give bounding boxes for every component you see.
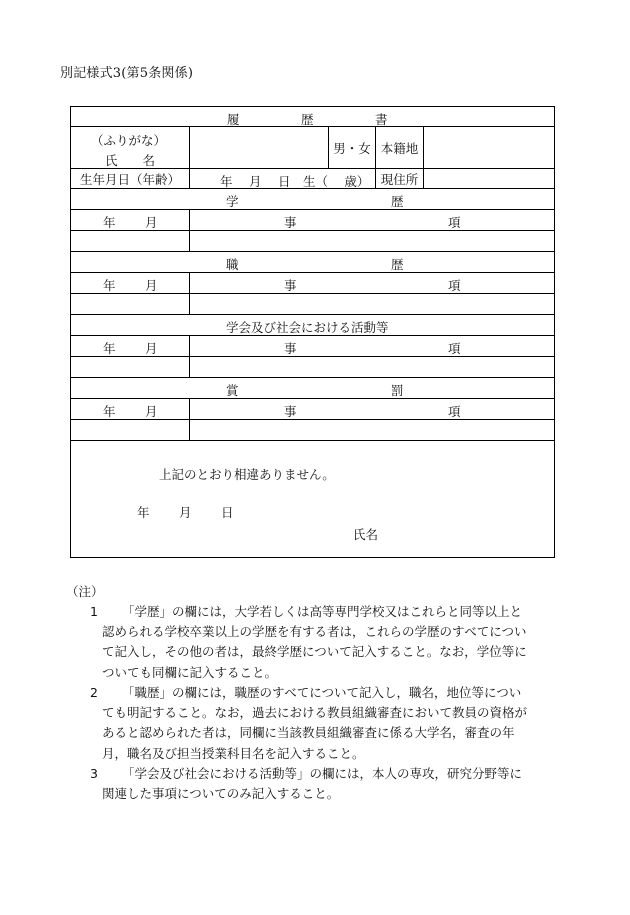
entry-event-cell[interactable] (189, 357, 556, 377)
column-header-row (71, 273, 554, 294)
address-input-cell[interactable] (423, 169, 556, 188)
note-text: 「学会及び社会における活動等」の欄には，本人の専攻，研究分野等に関連した事項についてのみ記入すること。 (102, 766, 523, 802)
honseki-input-cell[interactable] (423, 127, 556, 168)
heading-left: 職 (226, 257, 239, 272)
address-label: 現住所 (380, 171, 419, 187)
heading-left: 学 (226, 194, 239, 209)
col-event-left: 事 (284, 215, 297, 230)
birth-value: 年 月 日 生（ 歳） (220, 174, 370, 189)
col-event-cell (189, 336, 556, 356)
col-event-right: 項 (448, 341, 461, 356)
note-number: 1 (90, 604, 98, 619)
col-month: 月 (145, 215, 158, 230)
title-char-2: 歴 (301, 112, 314, 127)
heading-right: 罰 (391, 383, 404, 398)
birth-value-cell[interactable] (189, 169, 375, 188)
section-heading-awards (71, 378, 554, 399)
col-event-right: 項 (448, 404, 461, 419)
name-row (71, 127, 554, 169)
note-number: 2 (90, 685, 98, 700)
name-input-cell[interactable] (189, 127, 328, 168)
date-year-label: 年 (137, 505, 150, 520)
note-text: 「職歴」の欄には，職歴のすべてについて記入し，職名，地位等についても明記すること。なお，過去における教員組織審査において教員の資格があると認められた者は，同欄に当該教員組織審査に係る大学名，審査の年月，職名及び担当授業科目名を記入すること。 (102, 685, 528, 761)
col-event-right: 項 (448, 278, 461, 293)
entry-row-activities[interactable] (71, 357, 554, 378)
entry-row-education[interactable] (71, 231, 554, 252)
column-header-row (71, 336, 554, 357)
col-year: 年 (103, 341, 116, 356)
birth-label: 生年月日（年齢） (79, 171, 180, 187)
column-header-row (71, 210, 554, 231)
note-number: 3 (90, 766, 98, 781)
date-day-label: 日 (221, 505, 234, 520)
col-event-left: 事 (284, 278, 297, 293)
col-year: 年 (103, 215, 116, 230)
col-event-left: 事 (284, 341, 297, 356)
heading-center: 学会及び社会における活動等 (226, 320, 389, 335)
entry-event-cell[interactable] (189, 294, 556, 314)
form-caption: 別記様式3(第5条関係) (60, 66, 194, 81)
col-event-cell (189, 273, 556, 293)
col-month: 月 (145, 404, 158, 419)
col-event-left: 事 (284, 404, 297, 419)
col-event-right: 項 (448, 215, 461, 230)
name-label-cell (71, 127, 189, 168)
col-event-cell (189, 210, 556, 230)
title-char-3: 書 (375, 112, 388, 127)
gender-cell (328, 127, 375, 168)
col-year: 年 (103, 278, 116, 293)
heading-right: 歴 (391, 257, 404, 272)
declaration-text: 上記のとおり相違ありません。 (159, 467, 335, 482)
note-text: 「学歴」の欄には，大学若しくは高等専門学校又はこれらと同等以上と認められる学校卒業以上の学歴を有する者は，これらの学歴のすべてについて記入し，その他の者は，最終学歴について記入すること。なお，学位等についても同欄に記入すること。 (102, 604, 527, 680)
col-year: 年 (103, 404, 116, 419)
resume-form (70, 106, 555, 558)
birth-label-cell (71, 169, 189, 188)
signature-label: 氏名 (353, 527, 379, 542)
entry-row-career[interactable] (71, 294, 554, 315)
date-month-label: 月 (179, 505, 192, 520)
section-heading-career (71, 252, 554, 273)
section-heading-activities (71, 315, 554, 336)
col-month: 月 (145, 341, 158, 356)
title-row (71, 107, 554, 127)
column-header-row (71, 399, 554, 420)
col-month: 月 (145, 278, 158, 293)
furigana-label: （ふりがな） (91, 133, 167, 148)
gender-label: 男・女 (333, 140, 371, 156)
birth-row (71, 169, 554, 189)
title-char-1: 履 (227, 112, 240, 127)
section-heading-education (71, 189, 554, 210)
notes-header: （注） (66, 584, 104, 599)
honseki-label: 本籍地 (380, 140, 419, 156)
name-label: 氏 名 (105, 153, 156, 168)
honseki-label-cell (375, 127, 423, 168)
declaration-area (71, 441, 554, 558)
address-label-cell (375, 169, 423, 188)
col-event-cell (189, 399, 556, 419)
entry-event-cell[interactable] (189, 231, 556, 251)
heading-right: 歴 (391, 194, 404, 209)
entry-row-awards[interactable] (71, 420, 554, 441)
heading-left: 賞 (226, 383, 239, 398)
entry-event-cell[interactable] (189, 420, 556, 440)
